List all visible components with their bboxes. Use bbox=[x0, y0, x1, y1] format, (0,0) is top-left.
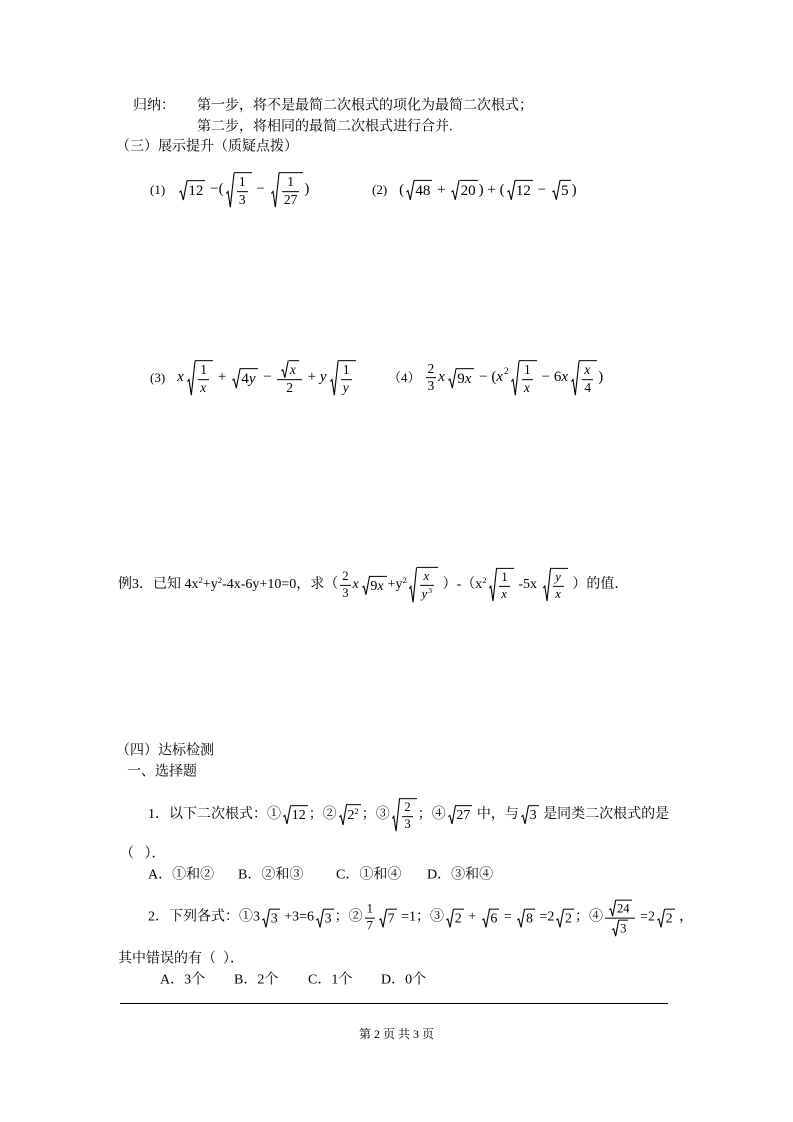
math-fraction bbox=[582, 363, 593, 396]
math-text: +y bbox=[387, 576, 403, 592]
radical-sign bbox=[482, 908, 490, 927]
math-text: 4 bbox=[584, 380, 592, 395]
math-text: ) bbox=[304, 181, 310, 198]
example-3 bbox=[118, 567, 628, 603]
radicand bbox=[519, 360, 537, 396]
question-1-option-c: C．①和④ bbox=[336, 867, 402, 883]
fraction-numerator bbox=[277, 360, 301, 380]
radicand bbox=[489, 908, 499, 927]
fraction-denominator bbox=[365, 919, 375, 934]
math-text: 6 bbox=[490, 911, 498, 927]
math-text: ；② bbox=[308, 806, 337, 822]
math-radical bbox=[507, 180, 533, 200]
math-radical bbox=[232, 368, 258, 388]
math-text: 2 bbox=[404, 800, 411, 815]
radicand bbox=[346, 804, 360, 825]
math-fraction bbox=[340, 570, 350, 601]
math-fraction bbox=[237, 175, 248, 208]
fraction-numerator bbox=[402, 801, 412, 817]
fraction-denominator bbox=[582, 380, 593, 396]
radical-sign bbox=[362, 575, 370, 594]
question-2-stem-content bbox=[148, 900, 693, 937]
math-radical bbox=[612, 920, 628, 937]
math-text: -5x bbox=[514, 576, 541, 592]
fraction-denominator bbox=[553, 587, 564, 602]
radicand bbox=[417, 567, 439, 603]
radicand bbox=[529, 805, 539, 824]
radical-sign bbox=[448, 368, 456, 388]
footer-divider bbox=[120, 1003, 668, 1004]
math-text: 3 bbox=[342, 585, 349, 600]
fraction-numerator bbox=[198, 363, 209, 380]
problem-1 bbox=[150, 172, 309, 208]
radicand bbox=[291, 805, 308, 824]
summary-step-1: 第一步，将不是最简二次根式的项化为最简二次根式； bbox=[197, 98, 533, 114]
radicand bbox=[515, 180, 533, 200]
math-text: +y bbox=[202, 576, 218, 592]
math-text: + bbox=[433, 181, 450, 198]
math-text: 7 bbox=[366, 918, 373, 933]
math-text: 9 bbox=[370, 578, 378, 594]
math-variable: x bbox=[555, 586, 561, 601]
math-variable: y bbox=[248, 370, 256, 387]
math-radical bbox=[392, 798, 417, 832]
math-superscript: 2 bbox=[402, 574, 407, 585]
math-radical bbox=[552, 180, 571, 200]
math-fraction bbox=[605, 900, 635, 937]
question-1-stem-content bbox=[148, 798, 669, 832]
math-radical bbox=[339, 804, 361, 825]
math-text: − bbox=[475, 369, 492, 386]
radical-sign bbox=[507, 180, 515, 200]
fraction-numerator bbox=[341, 363, 352, 380]
math-text: 12 bbox=[188, 182, 204, 199]
radicand bbox=[456, 368, 474, 388]
math-text: ， bbox=[675, 909, 694, 925]
math-text: 48 bbox=[415, 182, 431, 199]
fraction-denominator bbox=[605, 919, 635, 937]
math-radical bbox=[543, 568, 568, 602]
math-radical bbox=[316, 908, 334, 927]
math-text: -4x-6y+10=0，求（ bbox=[222, 576, 339, 592]
radicand bbox=[369, 575, 386, 594]
question-2-option-d: D．0个 bbox=[381, 972, 427, 988]
math-radical bbox=[556, 908, 574, 927]
radicand bbox=[665, 908, 675, 927]
radical-sign bbox=[609, 900, 616, 917]
radicand bbox=[550, 568, 568, 602]
math-variable: x bbox=[438, 369, 445, 386]
math-radical bbox=[609, 900, 632, 917]
radicand bbox=[579, 360, 597, 396]
problem-4 bbox=[388, 360, 603, 396]
math-text: 1 bbox=[501, 570, 508, 585]
radical-sign bbox=[406, 180, 414, 200]
radicand bbox=[279, 172, 304, 208]
math-text: 3 bbox=[238, 192, 246, 207]
math-text: 24 bbox=[616, 901, 630, 916]
problem-2 bbox=[372, 180, 577, 200]
math-text: 3 bbox=[427, 378, 435, 394]
radical-sign bbox=[448, 805, 456, 824]
radical-sign bbox=[451, 180, 459, 200]
radicand bbox=[240, 368, 258, 388]
question-2-continuation: 其中错误的有（ ）． bbox=[118, 951, 244, 967]
section-4-subtitle: 一、选择题 bbox=[127, 764, 197, 780]
math-fraction bbox=[402, 801, 412, 832]
math-fraction bbox=[553, 571, 564, 602]
fraction-denominator bbox=[499, 587, 510, 602]
math-text: 8 bbox=[525, 911, 533, 927]
question-2-option-a: A．3个 bbox=[160, 972, 206, 988]
math-radical bbox=[448, 805, 473, 824]
math-radical bbox=[489, 568, 514, 602]
math-variable: x bbox=[289, 362, 296, 378]
problem-4-expression bbox=[424, 360, 604, 396]
fraction-numerator bbox=[237, 175, 248, 192]
problem-2-number: (2) bbox=[372, 182, 388, 198]
math-variable: x bbox=[423, 568, 430, 583]
math-radical bbox=[187, 360, 213, 396]
radicand bbox=[525, 908, 535, 927]
math-text: 27 bbox=[283, 192, 298, 207]
math-text: ( bbox=[218, 181, 224, 198]
math-text: 1．以下二次根式：① bbox=[148, 806, 281, 822]
radical-sign bbox=[612, 920, 619, 937]
math-text: 中，与 bbox=[473, 806, 519, 822]
math-variable: x bbox=[501, 586, 507, 601]
math-text: 1 bbox=[366, 901, 373, 916]
radicand bbox=[564, 908, 574, 927]
math-text: 4 bbox=[241, 370, 249, 387]
math-radical bbox=[657, 908, 675, 927]
math-variable: x bbox=[200, 380, 207, 395]
math-text: + bbox=[464, 909, 480, 925]
math-radical bbox=[362, 575, 387, 594]
math-text: =2 bbox=[535, 909, 555, 925]
fraction-denominator bbox=[277, 380, 301, 396]
math-superscript: 3 bbox=[428, 585, 433, 595]
radical-sign bbox=[262, 908, 270, 927]
radicand bbox=[338, 360, 356, 396]
radical-sign bbox=[271, 172, 279, 208]
fraction-denominator bbox=[282, 192, 300, 208]
fraction-numerator bbox=[553, 571, 564, 587]
radical-sign bbox=[339, 804, 347, 825]
fraction-numerator bbox=[420, 570, 435, 586]
summary-step-2: 第二步，将相同的最简二次根式进行合并. bbox=[197, 119, 453, 135]
math-text: 3 bbox=[404, 817, 411, 831]
math-radical bbox=[571, 360, 597, 396]
radicand bbox=[289, 360, 299, 378]
math-fraction bbox=[365, 903, 375, 934]
math-text: 12 bbox=[291, 808, 306, 824]
radicand bbox=[616, 900, 632, 917]
math-text: ) bbox=[598, 369, 604, 386]
summary-label: 归纳： bbox=[133, 98, 175, 114]
math-text: 2 bbox=[286, 380, 294, 395]
math-text: 9 bbox=[457, 370, 465, 387]
math-radical bbox=[451, 180, 477, 200]
radicand bbox=[455, 805, 472, 824]
math-text: =1；③ bbox=[397, 909, 445, 925]
question-2-option-b: B．2个 bbox=[234, 972, 279, 988]
problem-4-number: （4） bbox=[388, 370, 421, 386]
radical-sign bbox=[281, 360, 288, 378]
question-1-option-a: A．①和② bbox=[148, 867, 215, 883]
math-text: + bbox=[214, 369, 231, 386]
math-fraction bbox=[198, 363, 209, 396]
math-radical bbox=[226, 172, 252, 208]
math-variable: x bbox=[523, 380, 530, 395]
fraction-denominator bbox=[198, 380, 209, 396]
radical-sign bbox=[489, 568, 497, 602]
fraction-numerator bbox=[499, 571, 510, 587]
math-fraction bbox=[341, 363, 352, 396]
math-text: ；④ bbox=[417, 806, 446, 822]
math-text: ( bbox=[491, 369, 497, 386]
math-text: 2 bbox=[454, 911, 462, 927]
math-variable: y bbox=[555, 570, 561, 585]
math-text: 2．下列各式：①3 bbox=[148, 909, 260, 925]
math-text: 12 bbox=[515, 182, 531, 199]
radical-sign bbox=[517, 908, 525, 927]
math-text: − bbox=[259, 369, 276, 386]
radical-sign bbox=[330, 360, 338, 396]
math-fraction bbox=[522, 363, 533, 396]
math-text: ( bbox=[499, 181, 505, 198]
math-variable: x bbox=[584, 362, 591, 378]
math-text: 3 bbox=[270, 911, 278, 927]
math-text: 是同类二次根式的是 bbox=[539, 806, 670, 822]
fraction-denominator bbox=[340, 585, 350, 600]
radicand bbox=[187, 180, 205, 200]
radicand bbox=[414, 180, 432, 200]
radical-sign bbox=[179, 180, 187, 200]
radical-sign bbox=[379, 908, 387, 927]
math-radical bbox=[482, 908, 500, 927]
example-3-content bbox=[118, 567, 628, 603]
problem-1-expression bbox=[177, 172, 309, 208]
radicand bbox=[460, 180, 478, 200]
math-text: ( bbox=[399, 181, 405, 198]
radicand bbox=[270, 908, 280, 927]
math-text: ) bbox=[571, 181, 577, 198]
section-3-title: （三）展示提升（质疑点拨） bbox=[116, 139, 298, 155]
math-radical bbox=[262, 908, 280, 927]
math-superscript: 2 bbox=[482, 574, 487, 585]
math-text: ）的值． bbox=[568, 576, 629, 592]
fraction-numerator bbox=[340, 570, 350, 586]
radical-sign bbox=[521, 805, 529, 824]
math-text: = bbox=[500, 909, 516, 925]
math-text: + bbox=[483, 181, 500, 198]
radicand bbox=[560, 180, 571, 200]
fraction-denominator bbox=[237, 192, 248, 208]
math-text: 5 bbox=[561, 182, 569, 199]
radicand bbox=[399, 798, 416, 832]
math-superscript: 2 bbox=[198, 574, 203, 585]
math-variable: y bbox=[342, 380, 349, 395]
math-radical bbox=[409, 567, 438, 603]
math-text: ；③ bbox=[361, 806, 390, 822]
math-text: 1 bbox=[200, 362, 207, 378]
math-superscript: 2 bbox=[504, 367, 509, 378]
fraction-numerator bbox=[522, 363, 533, 380]
radical-sign bbox=[226, 172, 234, 208]
fraction-numerator bbox=[365, 903, 375, 919]
radical-sign bbox=[187, 360, 195, 396]
fraction-denominator bbox=[402, 817, 412, 832]
radical-sign bbox=[571, 360, 579, 396]
radical-sign bbox=[556, 908, 564, 927]
problem-1-number: (1) bbox=[150, 182, 166, 198]
radical-sign bbox=[283, 805, 291, 824]
fraction-numerator bbox=[282, 175, 300, 192]
math-text: 3 bbox=[529, 808, 537, 824]
page-indicator: 第 2 页 共 3 页 bbox=[358, 1026, 434, 1041]
math-text: ）-（x bbox=[439, 576, 483, 592]
math-fraction bbox=[277, 360, 301, 396]
problem-3-number: (3) bbox=[150, 370, 166, 386]
math-radical bbox=[511, 360, 537, 396]
math-text: 例3．已知 4x bbox=[118, 576, 199, 592]
math-text: 3 bbox=[324, 911, 332, 927]
question-1-option-d: D．③和④ bbox=[427, 867, 494, 883]
math-text: 1 bbox=[238, 174, 246, 190]
math-text: 6 bbox=[553, 369, 562, 386]
math-variable: y bbox=[421, 586, 428, 601]
radical-sign bbox=[657, 908, 665, 927]
math-variable: x bbox=[177, 369, 184, 386]
math-text: 2 bbox=[347, 808, 355, 824]
math-fraction bbox=[499, 571, 510, 602]
math-text: 2 bbox=[665, 911, 673, 927]
radicand bbox=[387, 908, 397, 927]
radical-sign bbox=[232, 368, 240, 388]
math-text: 2 bbox=[342, 568, 349, 583]
math-text: 3 bbox=[620, 921, 627, 936]
math-radical bbox=[446, 908, 464, 927]
math-variable: x bbox=[464, 370, 472, 387]
radicand bbox=[234, 172, 252, 208]
math-variable: x bbox=[496, 369, 503, 386]
math-variable: x bbox=[352, 576, 359, 592]
math-text: − bbox=[252, 181, 269, 198]
fraction-denominator bbox=[426, 379, 437, 395]
math-text: − bbox=[537, 369, 554, 386]
radical-sign bbox=[552, 180, 560, 200]
section-4-title: （四）达标检测 bbox=[116, 743, 214, 759]
math-fraction bbox=[426, 362, 437, 395]
radical-sign bbox=[446, 908, 454, 927]
fraction-denominator bbox=[522, 380, 533, 396]
radical-sign bbox=[543, 568, 551, 602]
radical-sign bbox=[316, 908, 324, 927]
math-fraction bbox=[282, 175, 300, 208]
math-variable: x bbox=[561, 369, 569, 386]
fraction-numerator bbox=[426, 362, 437, 379]
math-superscript: 2 bbox=[217, 574, 223, 585]
problem-3-expression bbox=[177, 360, 357, 396]
math-radical bbox=[379, 908, 397, 927]
radicand bbox=[195, 360, 213, 396]
math-variable: y bbox=[319, 369, 327, 386]
radical-sign bbox=[392, 798, 400, 832]
problem-3 bbox=[150, 360, 357, 396]
math-radical bbox=[283, 805, 308, 824]
math-radical bbox=[517, 908, 535, 927]
math-text: +3=6 bbox=[280, 909, 314, 925]
math-text: 27 bbox=[456, 808, 471, 824]
math-text: ；④ bbox=[575, 909, 604, 925]
math-radical bbox=[406, 180, 432, 200]
math-radical bbox=[281, 360, 298, 378]
question-1-option-b: B．②和③ bbox=[238, 867, 304, 883]
question-1-answer-blank: （ ）． bbox=[120, 846, 166, 862]
radicand bbox=[324, 908, 334, 927]
math-text: − bbox=[533, 181, 550, 198]
radical-sign bbox=[511, 360, 519, 396]
math-radical bbox=[271, 172, 304, 208]
math-text: 2 bbox=[565, 911, 573, 927]
question-2-stem bbox=[148, 900, 693, 937]
math-text: + bbox=[303, 369, 320, 386]
fraction-denominator bbox=[420, 586, 435, 603]
math-text: ；② bbox=[334, 909, 363, 925]
question-2-option-c: C．1个 bbox=[308, 972, 353, 988]
problem-2-expression bbox=[399, 180, 576, 200]
radicand bbox=[619, 920, 628, 937]
radical-sign bbox=[409, 567, 417, 603]
radicand bbox=[454, 908, 464, 927]
question-1-stem bbox=[148, 798, 669, 832]
math-fraction bbox=[420, 570, 435, 603]
math-text: =2 bbox=[636, 909, 655, 925]
radicand bbox=[496, 568, 514, 602]
math-radical bbox=[448, 368, 474, 388]
math-superscript: 2 bbox=[354, 806, 359, 817]
math-text: 1 bbox=[524, 362, 531, 378]
fraction-numerator bbox=[605, 900, 635, 919]
math-text: 20 bbox=[460, 182, 476, 199]
math-variable: x bbox=[377, 578, 384, 594]
math-radical bbox=[179, 180, 205, 200]
math-text: ) bbox=[478, 181, 484, 198]
math-text: 7 bbox=[387, 911, 395, 927]
fraction-numerator bbox=[582, 363, 593, 380]
math-radical bbox=[330, 360, 356, 396]
math-radical bbox=[521, 805, 539, 824]
math-text: 1 bbox=[342, 362, 350, 378]
fraction-denominator bbox=[341, 380, 352, 396]
math-text: − bbox=[206, 181, 219, 198]
math-text: 1 bbox=[287, 174, 294, 190]
math-text: 2 bbox=[427, 360, 435, 376]
